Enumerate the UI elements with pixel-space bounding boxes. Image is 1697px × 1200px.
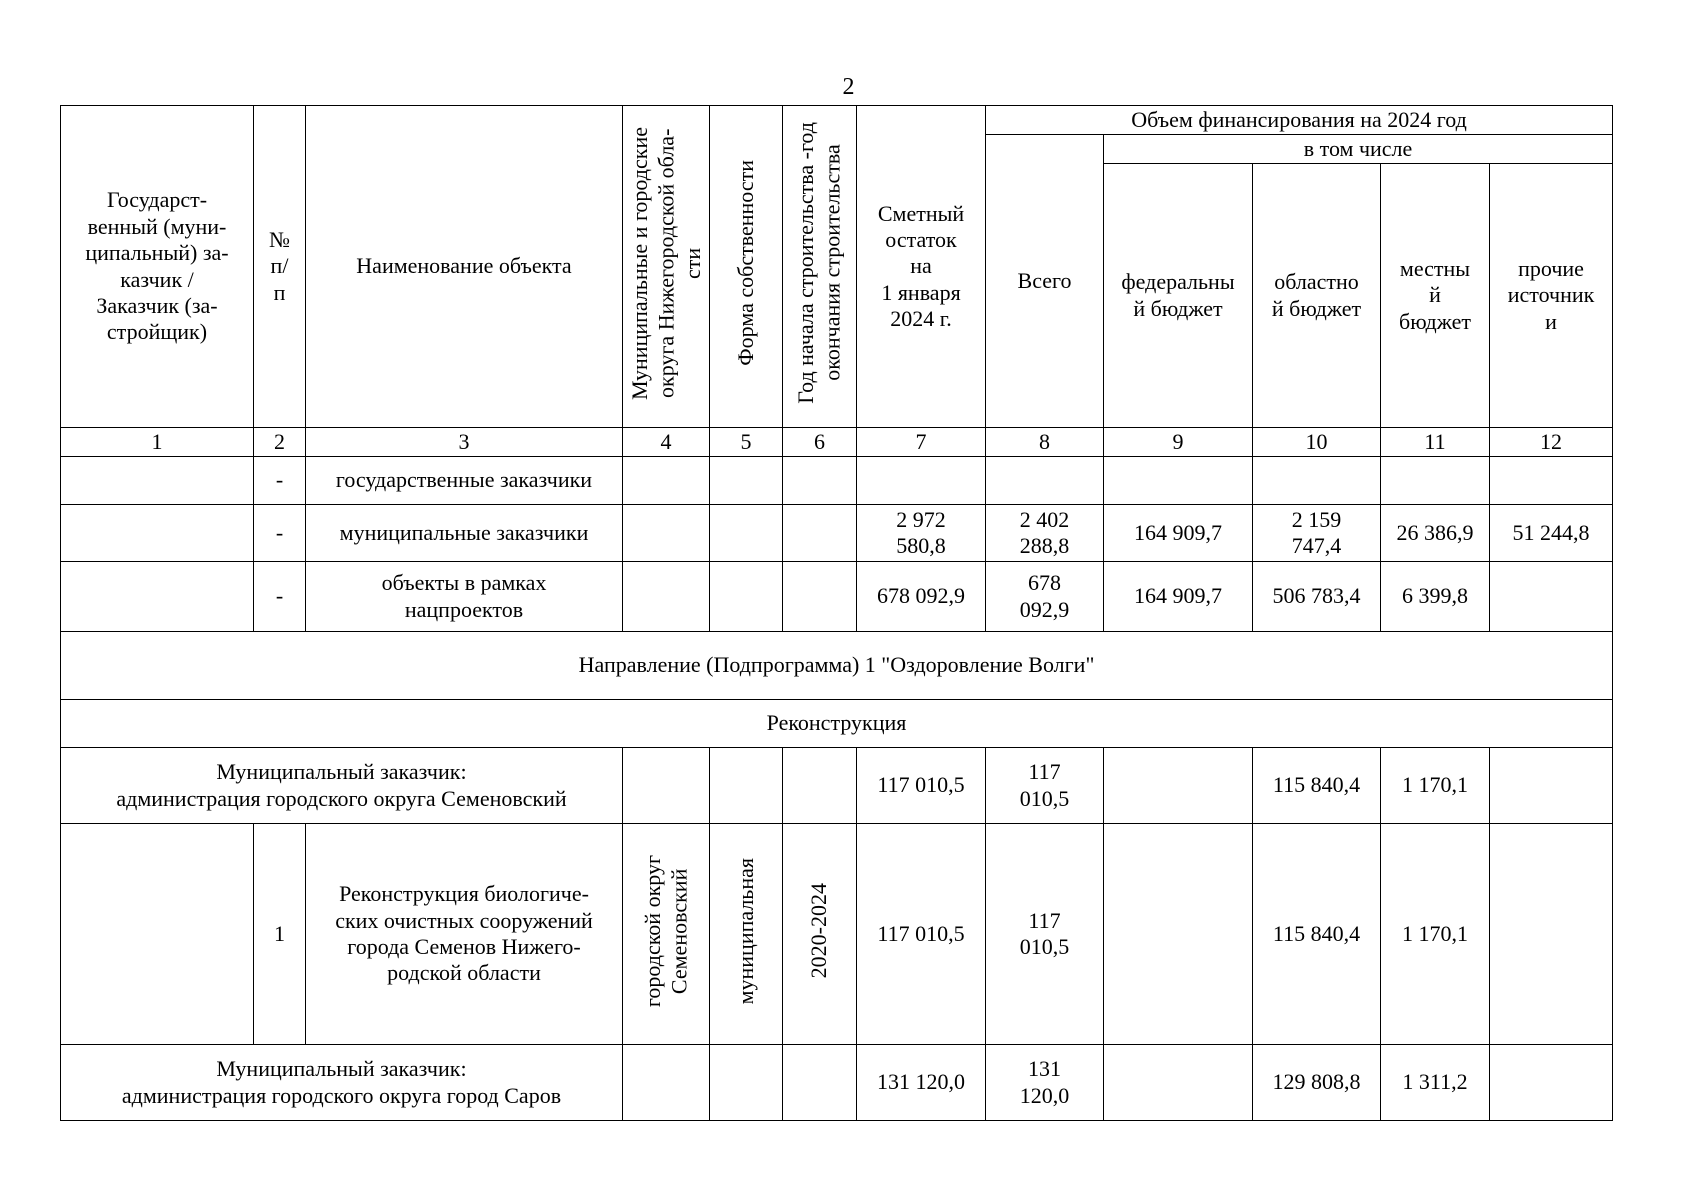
header-ownership [710, 106, 783, 428]
row-name: государственные заказчики [306, 457, 623, 505]
header-estimated-balance: Сметный остаток на 1 января 2024 г. [857, 106, 986, 428]
row-balance: 117 010,5 [857, 748, 986, 824]
row-other [1490, 824, 1613, 1045]
page-number: 2 [842, 74, 855, 100]
row-balance: 678 092,9 [857, 562, 986, 632]
header-local: местны й бюджет [1381, 164, 1490, 428]
customer-label: Муниципальный заказчик: администрация городского округа город Саров [61, 1045, 623, 1121]
header-years [783, 106, 857, 428]
customer-row-semenov [61, 748, 1613, 824]
row-ownership-text: муниципальная [732, 857, 758, 1005]
header-regional: областно й бюджет [1253, 164, 1381, 428]
customer-row-sarov [61, 1045, 1613, 1121]
row-number: - [254, 457, 306, 505]
row-balance [857, 457, 986, 505]
column-number: 9 [1104, 428, 1253, 457]
column-number: 6 [783, 428, 857, 457]
row-local: 1 311,2 [1381, 1045, 1490, 1121]
table-row [61, 562, 1613, 632]
row-local: 1 170,1 [1381, 748, 1490, 824]
row-regional: 129 808,8 [1253, 1045, 1381, 1121]
row-other [1490, 457, 1613, 505]
row-federal [1104, 457, 1253, 505]
row-balance: 131 120,0 [857, 1045, 986, 1121]
row-total [986, 457, 1104, 505]
customer-label: Муниципальный заказчик: администрация городского округа Семеновский [61, 748, 623, 824]
row-balance: 117 010,5 [857, 824, 986, 1045]
row-other: 51 244,8 [1490, 505, 1613, 562]
header-customer: Государст- венный (муни- ципальный) за- казчик / Заказчик (за- стройщик) [61, 106, 254, 428]
column-number: 11 [1381, 428, 1490, 457]
row-other [1490, 1045, 1613, 1121]
row-federal [1104, 1045, 1253, 1121]
header-number: № п/ п [254, 106, 306, 428]
column-number: 3 [306, 428, 623, 457]
column-number: 12 [1490, 428, 1613, 457]
row-other [1490, 562, 1613, 632]
row-district [623, 824, 710, 1045]
row-ownership [710, 824, 783, 1045]
row-total: 117 010,5 [986, 748, 1104, 824]
column-number: 10 [1253, 428, 1381, 457]
column-number: 1 [61, 428, 254, 457]
row-years-text: 2020-2024 [806, 883, 832, 979]
table-row [61, 457, 1613, 505]
row-total: 678 092,9 [986, 562, 1104, 632]
table-row [61, 505, 1613, 562]
column-numbers-row [61, 428, 1613, 457]
row-total: 131 120,0 [986, 1045, 1104, 1121]
header-ownership-text: Форма собственности [732, 160, 758, 367]
row-total: 2 402 288,8 [986, 505, 1104, 562]
section-title: Реконструкция [61, 700, 1613, 748]
row-federal: 164 909,7 [1104, 505, 1253, 562]
row-number: - [254, 562, 306, 632]
row-regional: 2 159 747,4 [1253, 505, 1381, 562]
header-total: Всего [986, 135, 1104, 428]
row-regional: 506 783,4 [1253, 562, 1381, 632]
header-years-text: Год начала строительства -год окончания строительства [793, 122, 845, 405]
header-municipal-district [623, 106, 710, 428]
row-federal [1104, 824, 1253, 1045]
row-total: 117 010,5 [986, 824, 1104, 1045]
row-name: муниципальные заказчики [306, 505, 623, 562]
row-balance: 2 972 580,8 [857, 505, 986, 562]
header-other: прочие источник и [1490, 164, 1613, 428]
header-municipal-district-text: Муниципальные и городские округа Нижегородской обла- сти [627, 126, 705, 400]
header-funding-group: Объем финансирования на 2024 год [986, 106, 1613, 135]
row-number: - [254, 505, 306, 562]
row-name: объекты в рамках нацпроектов [306, 562, 623, 632]
row-regional [1253, 457, 1381, 505]
column-number: 8 [986, 428, 1104, 457]
row-federal [1104, 748, 1253, 824]
header-including: в том числе [1104, 135, 1613, 164]
row-regional: 115 840,4 [1253, 824, 1381, 1045]
row-number: 1 [254, 824, 306, 1045]
column-number: 2 [254, 428, 306, 457]
row-local: 6 399,8 [1381, 562, 1490, 632]
direction-title: Направление (Подпрограмма) 1 "Оздоровление Волги" [61, 632, 1613, 700]
row-federal: 164 909,7 [1104, 562, 1253, 632]
column-number: 7 [857, 428, 986, 457]
row-local: 26 386,9 [1381, 505, 1490, 562]
header-object-name: Наименование объекта [306, 106, 623, 428]
row-other [1490, 748, 1613, 824]
object-row [61, 824, 1613, 1045]
row-district-text: городской округ Семеновский [639, 854, 691, 1007]
row-local [1381, 457, 1490, 505]
row-local: 1 170,1 [1381, 824, 1490, 1045]
row-regional: 115 840,4 [1253, 748, 1381, 824]
column-number: 4 [623, 428, 710, 457]
investment-table [60, 105, 1613, 1121]
row-name: Реконструкция биологиче- ских очистных сооружений города Семенов Нижего- родской области [306, 824, 623, 1045]
row-years [783, 824, 857, 1045]
header-federal: федеральны й бюджет [1104, 164, 1253, 428]
column-number: 5 [710, 428, 783, 457]
